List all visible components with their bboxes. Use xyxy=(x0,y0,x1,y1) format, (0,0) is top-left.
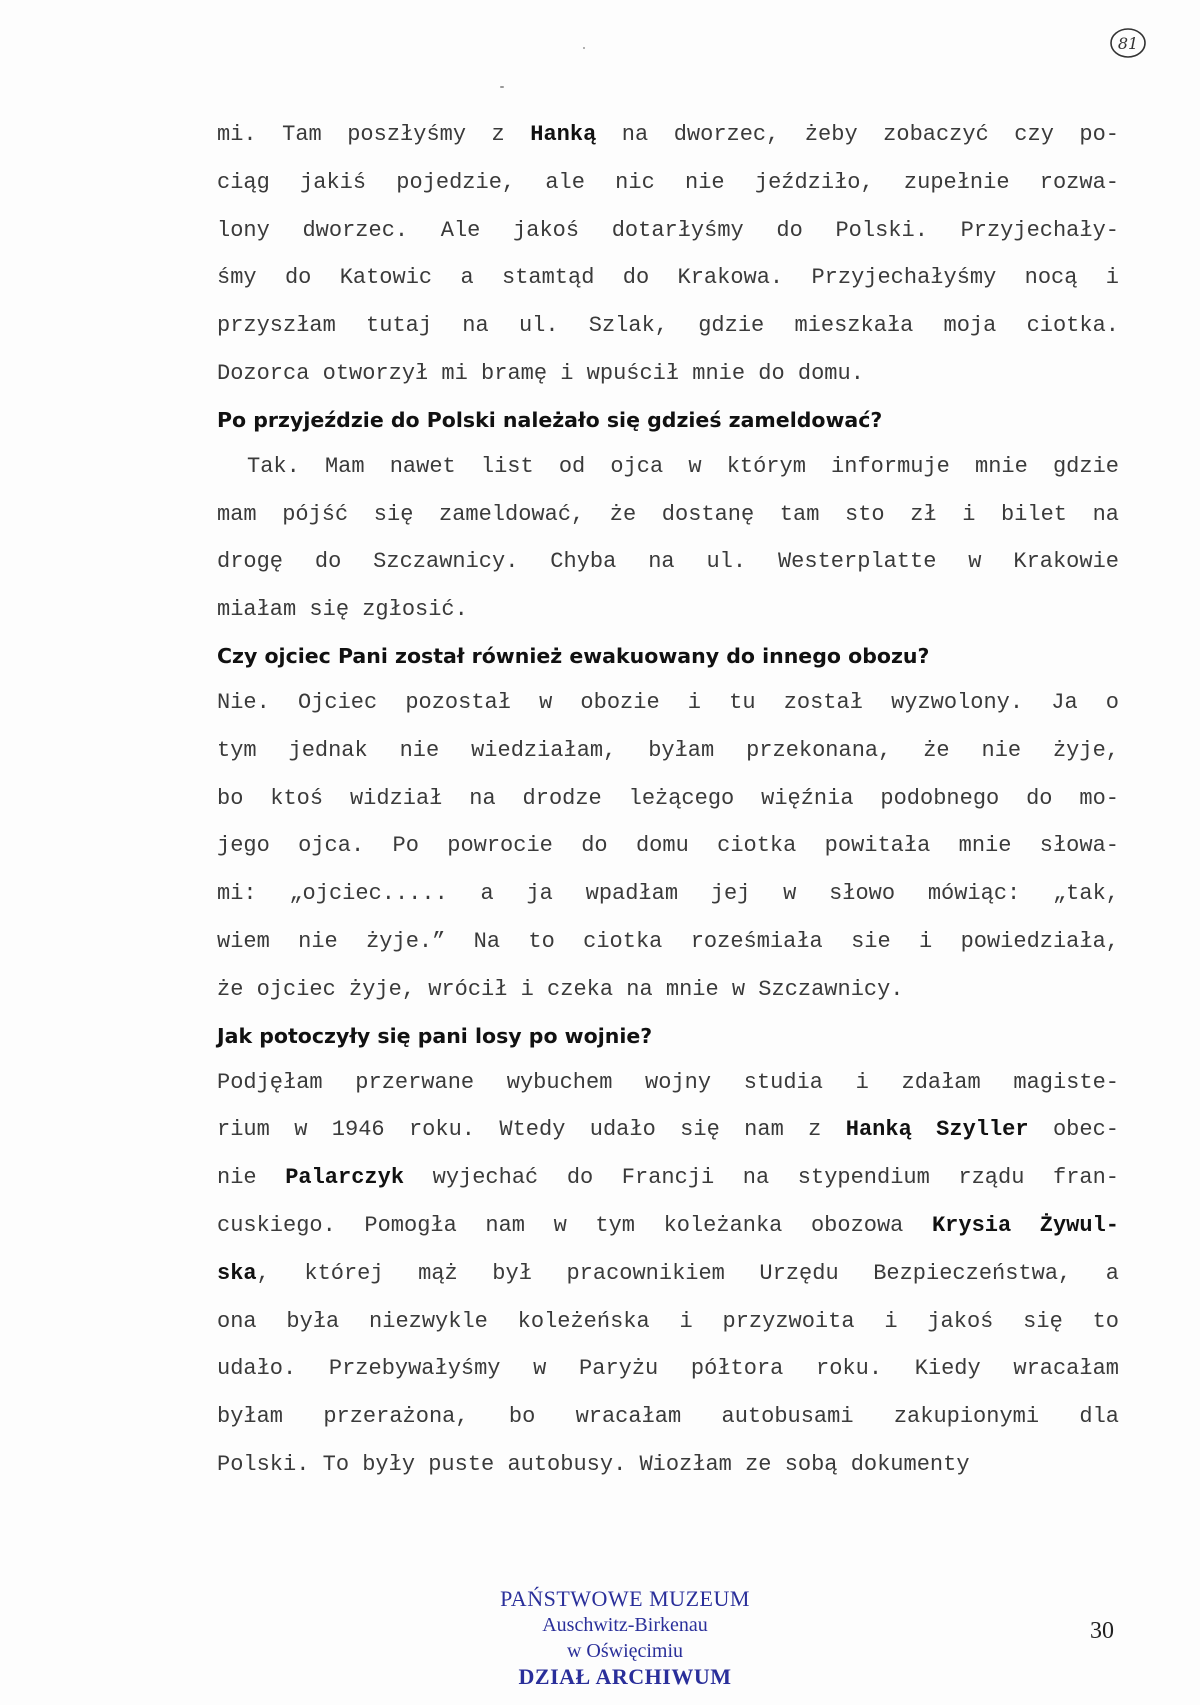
text-line xyxy=(217,586,1119,634)
text-run: nie xyxy=(217,1165,286,1191)
text-line xyxy=(217,443,1119,491)
answer-paragraph xyxy=(217,679,1119,1014)
circled-folio-icon xyxy=(1108,26,1148,60)
text-run: na dworzec, żeby zobaczyć czy po- xyxy=(596,122,1120,147)
text-run: cuskiego. Pomogła nam w tym koleżanka obozowa xyxy=(217,1212,932,1238)
archive-folio-mark xyxy=(1108,26,1148,60)
interview-question: Po przyjeździe do Polski należało się gdzieś zameldować? xyxy=(217,407,883,432)
text-line xyxy=(217,1202,1119,1250)
bold-name: Krysia Żywul- xyxy=(931,1212,1119,1238)
stamp-line-city: w Oświęcimiu xyxy=(566,1640,684,1662)
bold-name: Hanką Szyller xyxy=(845,1117,1029,1143)
text-run: że ojciec żyje, wrócił i czeka na mnie w Szczawnicy. xyxy=(217,976,904,1002)
bold-name: Palarczyk xyxy=(285,1165,405,1191)
text-run: Polski. To były puste autobusy. Wiozłam ze sobą dokumenty xyxy=(217,1451,970,1477)
bold-name: Hanką xyxy=(530,122,597,147)
page-number: 30 xyxy=(1090,1618,1114,1644)
text-run: lony dworzec. Ale jakoś dotarłyśmy do Polski. Przyjechały- xyxy=(217,217,1119,243)
text-run: Podjęłam przerwane wybuchem wojny studia i zdałam magiste- xyxy=(217,1069,1119,1095)
answer-paragraph xyxy=(217,111,1119,398)
archive-stamp xyxy=(460,1586,790,1690)
text-line xyxy=(217,1154,1119,1202)
text-line xyxy=(217,1393,1119,1441)
text-line xyxy=(217,822,1119,870)
text-line xyxy=(217,775,1119,823)
scan-speck xyxy=(500,86,504,88)
text-line xyxy=(217,1298,1119,1346)
text-line xyxy=(217,727,1119,775)
text-run: miałam się zgłosić. xyxy=(217,597,468,623)
answer-paragraph xyxy=(217,443,1119,634)
text-line xyxy=(217,350,1119,398)
answer-paragraph xyxy=(217,1059,1119,1489)
text-run: Tak. Mam nawet list od ojca w którym informuje mnie gdzie xyxy=(247,453,1119,479)
text-run: śmy do Katowic a stamtąd do Krakowa. Przyjechałyśmy nocą i xyxy=(217,265,1119,291)
text-run: obec- xyxy=(1028,1117,1119,1143)
text-run: mam pójść się zameldować, że dostanę tam sto zł i bilet na xyxy=(217,501,1119,527)
text-run: byłam przerażona, bo wracałam autobusami zakupionymi dla xyxy=(217,1404,1119,1430)
text-line xyxy=(217,870,1119,918)
text-run: drogę do Szczawnicy. Chyba na ul. Westerplatte w Krakowie xyxy=(217,549,1119,575)
text-run: przyszłam tutaj na ul. Szlak, gdzie mieszkała moja ciotka. xyxy=(217,313,1119,339)
text-run: tym jednak nie wiedziałam, byłam przekonana, że nie żyje, xyxy=(217,737,1119,763)
text-run: bo ktoś widział na drodze leżącego więźnia podobnego do mo- xyxy=(217,785,1119,811)
text-line xyxy=(217,679,1119,727)
text-run: jego ojca. Po powrocie do domu ciotka powitała mnie słowa- xyxy=(217,833,1119,859)
text-run: Dozorca otworzył mi bramę i wpuścił mnie do domu. xyxy=(217,360,864,386)
text-line xyxy=(217,966,1119,1014)
text-line xyxy=(217,538,1119,586)
stamp-line-name: Auschwitz-Birkenau xyxy=(542,1614,708,1636)
text-line xyxy=(217,1106,1119,1154)
stamp-line-institution: PAŃSTWOWE MUZEUM xyxy=(500,1586,750,1611)
text-run: , której mąż był pracownikiem Urzędu Bezpieczeństwa, a xyxy=(256,1260,1119,1286)
svg-text:81: 81 xyxy=(1117,34,1139,53)
text-run: udało. Przebywałyśmy w Paryżu półtora roku. Kiedy wracałam xyxy=(217,1356,1119,1382)
text-run: wiem nie żyje.” Na to ciotka roześmiała sie i powiedziała, xyxy=(217,928,1119,954)
text-run: mi: „ojciec..... a ja wpadłam jej w słowo mówiąc: „tak, xyxy=(217,881,1119,907)
text-run: ona była niezwykle koleżeńska i przyzwoita i jakoś się to xyxy=(217,1308,1119,1334)
text-run: mi. Tam poszłyśmy z xyxy=(217,122,531,147)
text-line xyxy=(217,918,1119,966)
stamp-line-department: DZIAŁ ARCHIWUM xyxy=(518,1664,732,1689)
text-line xyxy=(217,1441,1119,1489)
text-line xyxy=(217,254,1119,302)
text-run: ciąg jakiś pojedzie, ale nic nie jeździło, zupełnie rozwa- xyxy=(217,169,1119,195)
interview-transcript xyxy=(217,111,1119,1489)
text-line xyxy=(217,207,1119,255)
interview-question: Czy ojciec Pani został również ewakuowany do innego obozu? xyxy=(217,643,930,668)
text-run: wyjechać do Francji na stypendium rządu fran- xyxy=(404,1165,1119,1191)
scan-speck xyxy=(583,47,585,49)
bold-name: ska xyxy=(217,1260,257,1286)
text-line xyxy=(217,302,1119,350)
text-run: Nie. Ojciec pozostał w obozie i tu został wyzwolony. Ja o xyxy=(217,689,1119,715)
text-line xyxy=(217,111,1119,159)
text-line xyxy=(217,159,1119,207)
text-line xyxy=(217,1345,1119,1393)
text-line xyxy=(217,491,1119,539)
text-line xyxy=(217,1059,1119,1107)
text-run: rium w 1946 roku. Wtedy udało się nam z xyxy=(217,1117,846,1143)
text-line xyxy=(217,1250,1119,1298)
interview-question: Jak potoczyły się pani losy po wojnie? xyxy=(217,1023,653,1048)
